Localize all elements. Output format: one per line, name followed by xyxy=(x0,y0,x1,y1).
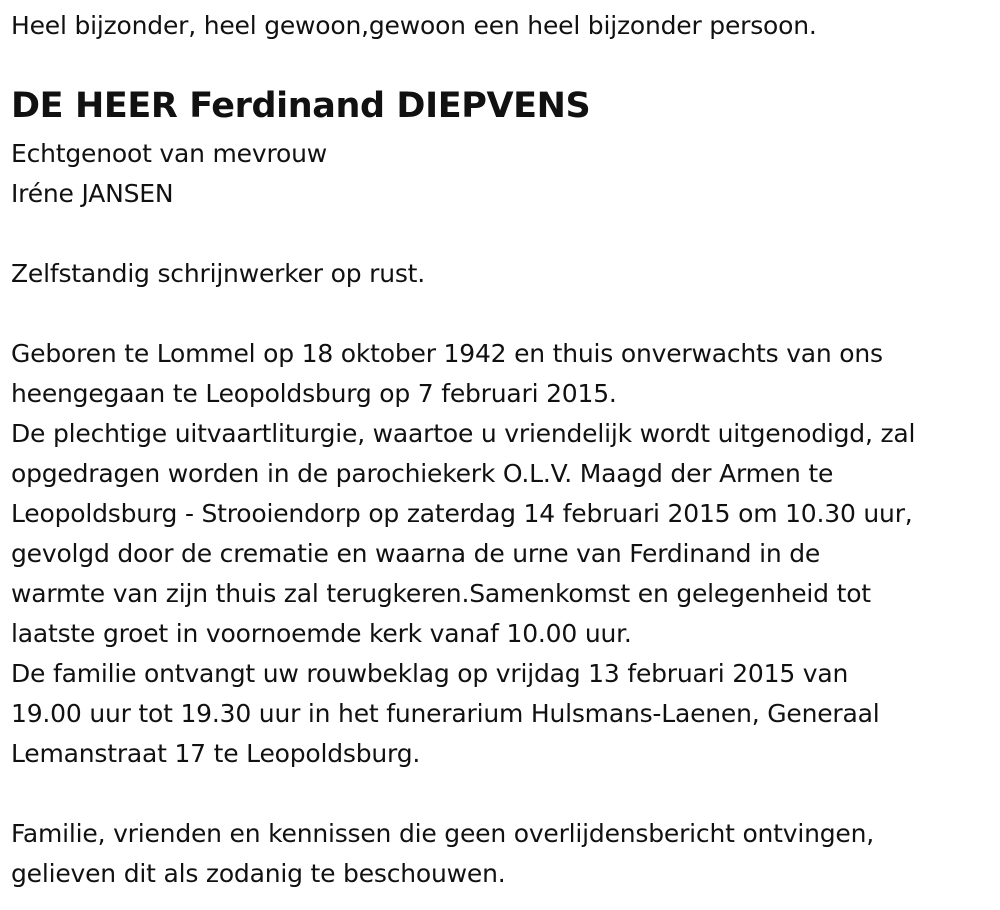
body-line: opgedragen worden in de parochiekerk O.L.V. Maagd der Armen te xyxy=(11,459,834,488)
closing-line: gelieven dit als zodanig te beschouwen. xyxy=(11,859,506,888)
spouse-line: Iréne JANSEN xyxy=(11,179,174,208)
occupation-block xyxy=(11,254,425,294)
body-line: De familie ontvangt uw rouwbeklag op vrijdag 13 februari 2015 van xyxy=(11,659,849,688)
body-line: gevolgd door de crematie en waarna de urne van Ferdinand in de xyxy=(11,539,821,568)
body-line: Leopoldsburg - Strooiendorp op zaterdag 14 februari 2015 om 10.30 uur, xyxy=(11,499,913,528)
announcement-body xyxy=(11,334,915,774)
body-line: heengegaan te Leopoldsburg op 7 februari 2015. xyxy=(11,379,617,408)
opening-quote: Heel bijzonder, heel gewoon,gewoon een heel bijzonder persoon. xyxy=(11,11,817,40)
body-line: De plechtige uitvaartliturgie, waartoe u vriendelijk wordt uitgenodigd, zal xyxy=(11,419,916,448)
body-line: Lemanstraat 17 te Leopoldsburg. xyxy=(11,739,421,768)
occupation-line: Zelfstandig schrijnwerker op rust. xyxy=(11,259,426,288)
body-line: 19.00 uur tot 19.30 uur in het funerarium Hulsmans-Laenen, Generaal xyxy=(11,699,880,728)
deceased-name: DE HEER Ferdinand DIEPVENS xyxy=(11,86,591,126)
closing-line: Familie, vrienden en kennissen die geen overlijdensbericht ontvingen, xyxy=(11,819,875,848)
body-line: laatste groet in voornoemde kerk vanaf 10.00 uur. xyxy=(11,619,632,648)
body-line: Geboren te Lommel op 18 oktober 1942 en thuis onverwachts van ons xyxy=(11,339,883,368)
closing-block xyxy=(11,814,874,894)
spouse-line: Echtgenoot van mevrouw xyxy=(11,139,327,168)
spouse-block xyxy=(11,134,327,214)
body-line: warmte van zijn thuis zal terugkeren.Samenkomst en gelegenheid tot xyxy=(11,579,871,608)
